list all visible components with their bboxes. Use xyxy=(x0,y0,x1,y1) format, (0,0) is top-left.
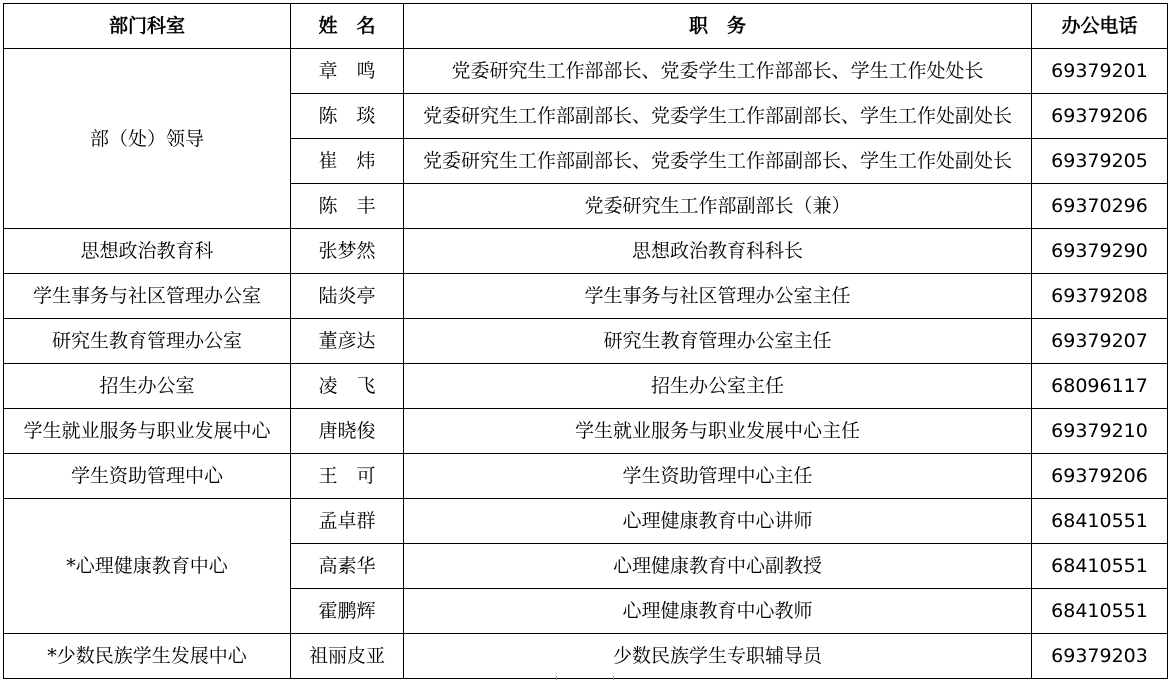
position-cell: 心理健康教育中心教师 xyxy=(404,589,1032,634)
position-cell: 招生办公室主任 xyxy=(404,364,1032,409)
table-row xyxy=(4,634,1168,679)
name-cell: 张梦然 xyxy=(291,229,404,274)
position-cell: 学生就业服务与职业发展中心主任 xyxy=(404,409,1032,454)
position-cell: 心理健康教育中心讲师 xyxy=(404,499,1032,544)
phone-cell: 69379205 xyxy=(1032,139,1168,184)
dept-cell: 部（处）领导 xyxy=(4,49,291,229)
position-cell: 学生资助管理中心主任 xyxy=(404,454,1032,499)
position-cell: 少数民族学生专职辅导员 xyxy=(404,634,1032,679)
position-cell: 心理健康教育中心副教授 xyxy=(404,544,1032,589)
name-cell: 崔 炜 xyxy=(291,139,404,184)
name-cell: 陈 丰 xyxy=(291,184,404,229)
dept-cell: *少数民族学生发展中心 xyxy=(4,634,291,679)
phone-cell: 68410551 xyxy=(1032,499,1168,544)
dept-cell: 学生事务与社区管理办公室 xyxy=(4,274,291,319)
position-cell: 党委研究生工作部副部长、党委学生工作部副部长、学生工作处副处长 xyxy=(404,139,1032,184)
dept-cell: 思想政治教育科 xyxy=(4,229,291,274)
header-position: 职 务 xyxy=(404,4,1032,49)
name-cell: 霍鹏辉 xyxy=(291,589,404,634)
position-cell: 党委研究生工作部副部长（兼） xyxy=(404,184,1032,229)
table-row xyxy=(4,409,1168,454)
name-cell: 唐晓俊 xyxy=(291,409,404,454)
dept-cell: 研究生教育管理办公室 xyxy=(4,319,291,364)
table-continuation-stub xyxy=(556,676,614,680)
name-cell: 孟卓群 xyxy=(291,499,404,544)
position-cell: 思想政治教育科科长 xyxy=(404,229,1032,274)
phone-cell: 69370296 xyxy=(1032,184,1168,229)
phone-cell: 68096117 xyxy=(1032,364,1168,409)
phone-cell: 69379290 xyxy=(1032,229,1168,274)
phone-cell: 69379207 xyxy=(1032,319,1168,364)
phone-cell: 69379206 xyxy=(1032,454,1168,499)
position-cell: 学生事务与社区管理办公室主任 xyxy=(404,274,1032,319)
phone-cell: 69379206 xyxy=(1032,94,1168,139)
table-row xyxy=(4,499,1168,544)
dept-cell: 学生资助管理中心 xyxy=(4,454,291,499)
phone-cell: 69379210 xyxy=(1032,409,1168,454)
table-row xyxy=(4,454,1168,499)
dept-cell: *心理健康教育中心 xyxy=(4,499,291,634)
phone-cell: 69379208 xyxy=(1032,274,1168,319)
position-cell: 党委研究生工作部部长、党委学生工作部部长、学生工作处处长 xyxy=(404,49,1032,94)
name-cell: 章 鸣 xyxy=(291,49,404,94)
dept-cell: 招生办公室 xyxy=(4,364,291,409)
name-cell: 董彦达 xyxy=(291,319,404,364)
name-cell: 王 可 xyxy=(291,454,404,499)
header-row xyxy=(4,4,1168,49)
table-row xyxy=(4,274,1168,319)
header-name: 姓 名 xyxy=(291,4,404,49)
name-cell: 凌 飞 xyxy=(291,364,404,409)
phone-cell: 68410551 xyxy=(1032,589,1168,634)
header-dept: 部门科室 xyxy=(4,4,291,49)
name-cell: 陆炎亭 xyxy=(291,274,404,319)
phone-cell: 69379201 xyxy=(1032,49,1168,94)
table-row xyxy=(4,229,1168,274)
name-cell: 高素华 xyxy=(291,544,404,589)
name-cell: 陈 琰 xyxy=(291,94,404,139)
header-phone: 办公电话 xyxy=(1032,4,1168,49)
table-row xyxy=(4,49,1168,94)
position-cell: 研究生教育管理办公室主任 xyxy=(404,319,1032,364)
table-row xyxy=(4,319,1168,364)
table-body xyxy=(4,49,1168,679)
name-cell: 祖丽皮亚 xyxy=(291,634,404,679)
phone-cell: 69379203 xyxy=(1032,634,1168,679)
phone-cell: 68410551 xyxy=(1032,544,1168,589)
position-cell: 党委研究生工作部副部长、党委学生工作部副部长、学生工作处副处长 xyxy=(404,94,1032,139)
staff-directory-table xyxy=(3,3,1168,679)
table-header xyxy=(4,4,1168,49)
table-row xyxy=(4,364,1168,409)
dept-cell: 学生就业服务与职业发展中心 xyxy=(4,409,291,454)
